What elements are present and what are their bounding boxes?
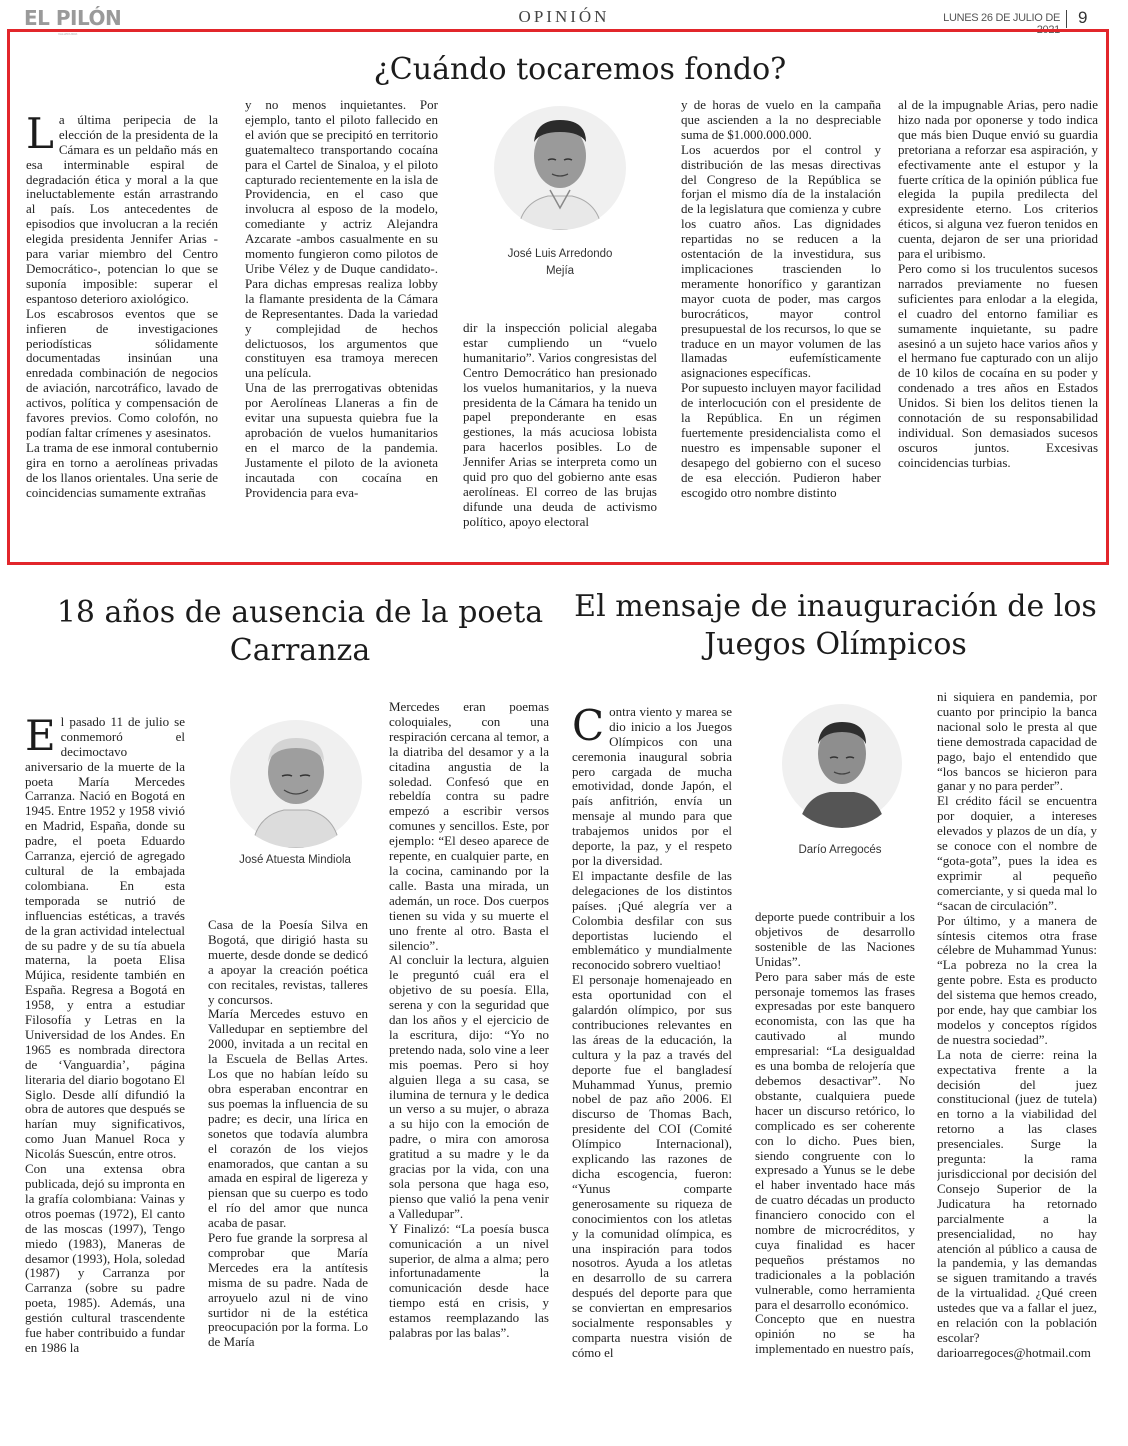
page-number: 9 bbox=[1078, 8, 1088, 27]
drop-cap: C bbox=[572, 700, 605, 750]
author-name-2: José Atuesta Mindiola bbox=[239, 854, 351, 866]
article-1-column-4: y de horas de vuelo en la campaña que ascienden a la no despreciable suma de $1.000.000.000. Los acuerdos por el control y distribución de las mesas directivas del Congreso de la República se forjan el mismo día de la instalación de la legislatura que comienza y cubre los cuatro años. Las dignidades repartidas no se reducen a la ostentación de la investidura, sus implicaciones trascienden lo meramente honorífico y garantizan mayor cuota de poder, mas cargos burocráticos, mayor control presupuestal de los recursos, lo que se traduce en un mayor volumen de las llamadas eufemísticamente asignaciones específicas. Por supuesto incluyen mayor facilidad de interlocución con el presidente de la República. En un régimen fuertemente presidencialista como el nuestro es impensable suponer el desapego del gobierno con el suceso de esa elección. Pudieron haber escogido otro nombre distinto bbox=[681, 98, 881, 500]
author-photo-2 bbox=[226, 716, 366, 848]
masthead bbox=[0, 0, 1128, 36]
article-title-1: ¿Cuándo tocaremos fondo? bbox=[373, 52, 787, 87]
article-1-column-5: al de la impugnable Arias, pero nadie hizo nada por oponerse y todo indica que más bien Duque envió su guardia pretoriana a reforzar esa aspiración, y efectivamente ante el estupor y la fuerte crítica de la opinión pública fue elegida la pupila predilecta del expresidente eterno. Los criterios éticos, si alguna vez fueron tenidos en cuenta, dejaron de ser una prioridad para el uribismo. Pero como si los truculentos sucesos narrados previamente no fuesen suficientes para enlodar a la elegida, el cuadro del entorno familiar es sumamente inquietante, su padre asesinó a un sujeto hace varios años y el hermano fue capturado con un alijo de 10 kilos de cocaína en su poder y condenado a tres años en Estados Unidos. Si bien los delitos tienen la connotación de su responsabilidad individual. Son demasiados sucesos oscuros juntos. Excesivas coincidencias turbias. bbox=[898, 98, 1098, 470]
article-3-column-3: ni siquiera en pandemia, por cuanto por principio la banca nacional solo le presta al que tiene demostrada capacidad de pago, bajo el entendido que “los bancos se hicieron para ganar y no para perder”. El crédito fácil se encuentra por doquier, a intereses elevados y plazos de un día, y se conoce con el nombre de “gota-gota”, pues la idea es exprimir al pequeño comerciante, y si queda mal lo “sacan de circulación”. Por último, y a manera de síntesis citemos otra frase célebre de Muhammad Yunus: “La pobreza no la crea la gente pobre. Esta es producto del sistema que hemos creado, por ende, hay que cambiar los modelos y conceptos rígidos de nuestra sociedad”. La nota de cierre: reina la expectativa frente a la decisión del juez constitucional (juez de tutela) en torno a la viabilidad del retorno a las clases presenciales. Surge la pregunta: la rama jurisdiccional por decisión del Consejo Superior de la Judicatura ha retornado parcialmente a la presencialidad, no hay atención al público a causa de la pandemia, y las demandas se siguen tramitando a través de la virtualidad. ¿Qué creen ustedes que va a fallar el juez, en relación con la población escolar? darioarregoces@hotmail.com bbox=[937, 690, 1097, 1360]
author-photo-3 bbox=[778, 700, 906, 828]
logo-subtitle: VALLEDUPAR bbox=[58, 32, 78, 36]
author-portrait-icon bbox=[490, 98, 630, 230]
header-divider bbox=[1066, 10, 1067, 28]
newspaper-logo: EL PILÓN bbox=[24, 6, 122, 30]
drop-cap: E bbox=[25, 710, 56, 760]
article-title-3: El mensaje de inauguración de los Juegos Olímpicos bbox=[574, 589, 1097, 662]
author-portrait-icon bbox=[778, 700, 906, 828]
author-name-3: Darío Arregocés bbox=[798, 844, 882, 856]
date-line: LUNES 26 DE JULIO DE 2021 bbox=[943, 12, 1060, 36]
article-2-column-2: Casa de la Poesía Silva en Bogotá, que dirigió hasta su muerte, desde donde se dedicó a apoyar la creación poética con recitales, revistas, talleres y concursos. María Mercedes estuvo en Valledupar en septiembre del 2000, invitada a un recital en la Escuela de Bellas Artes. Los que no habían leído su obra esperaban encontrar en sus poemas la influencia de su padre; es decir, una lírica en sonetos que todavía alumbra el corazón de los viejos enamorados, que cantan a su amada en espiral de ligereza y piensan que su cuerpo es todo el río del amor que nunca acaba de pasar. Pero fue grande la sorpresa al comprobar que María Mercedes era la antítesis misma de su padre. Nada de arroyuelo azul ni de vino surtidor ni de la estética preocupación por la forma. Lo de María bbox=[208, 918, 368, 1350]
article-1-column-2: y no menos inquietantes. Por ejemplo, tanto el piloto fallecido en el avión que se precipitó en territorio guatemalteco transportando cocaína para el Cartel de Sinaloa, y el piloto capturado recientemente en la isla de Providencia, en el caso que involucra al esposo de la modelo, comediante y actriz Alejandra Azcarate -ambos casualmente en su momento fungieron como pilotos de Uribe Vélez y de Duque candidato-. Para dichas empresas realiza lobby la flamante presidenta de la Cámara de Representantes. Dada la variedad y complejidad de hechos delictuosos, los argumentos que constituyen esa tramoya merecen una película. Una de las prerrogativas obtenidas por Aerolíneas Llaneras a fin de evitar una supuesta quiebra fue la aprobación de vuelos humanitarios en el marco de la pandemia. Justamente el piloto de la avioneta incautada con cocaína en Providencia para eva- bbox=[245, 98, 438, 500]
author-portrait-icon bbox=[226, 716, 366, 848]
article-title-2: 18 años de ausencia de la poeta Carranza bbox=[56, 595, 544, 668]
drop-cap: L bbox=[26, 108, 54, 158]
article-2-column-3: Mercedes eran poemas coloquiales, con una respiración cercana al temor, a la diatriba del desamor y a la citadina angustia de la soledad. Confesó que en rebeldía contra su padre empezó a escribir versos comunes y sencillos. Este, por ejemplo: “El deseo aparece de repente, en cualquier parte, en la cocina, caminando por la calle. Basta una mirada, un ademán, un roce. Dos cuerpos tienen su vida y su muerte el uno frente al otro. Basta el silencio”. Al concluir la lectura, alguien le preguntó cuál era el objetivo de su poesía. Ella, serena y con la seguridad que dan los años y el ejercicio de la escritura, dijo: “Yo no pretendo nada, solo vine a leer mis poemas. Pero si hoy alguien llega a su casa, se ilumina de ternura y le dedica un verso a su mujer, o abraza a su hijo con la emoción de padre, o mira con amorosa gratitud a su madre y le da gracias por la vida, con una sola persona que haga eso, pienso que valió la pena venir a Valledupar”. Y Finalizó: “La poesía busca comunicación a un nivel superior, de alma a alma; pero infortunadamente la comunicación desde hace tiempo está en crisis, y estamos reemplazando las palabras por las balas”. bbox=[389, 700, 549, 1341]
author-photo-1 bbox=[490, 98, 630, 230]
article-2-column-1: El pasado 11 de julio se conmemoró el decimoctavo aniversario de la muerte de la poeta María Mercedes Carranza. Nació en Bogotá en 1945. Entre 1952 y 1958 vivió en Madrid, España, donde su padre, el poeta Eduardo Carranza, ejerció de agregado cultural de la embajada colombiana. En esta temporada se nutrió de influencias estéticas, a través de la gran actividad intelectual de su padre y de su tía abuela materna, la poeta Elisa Mújica, residente también en España. Regresa a Bogotá en 1958, y entra a estudiar Filosofía y Letras en la Universidad de los Andes. En 1965 es nombrada directora de ‘Vanguardia’, página literaria del diario bogotano El Siglo. Desde allí difundió la obra de autores que después se harían muy significativos, como Juan Manuel Roca y Nicolás Suescún, entre otros. Con una extensa obra publicada, dejó su impronta en la grafía colombiana: Vainas y otros poemas (1972), El canto de las moscas (1997), Tengo miedo (1983), Maneras de desamor (1993), Hola, soledad (1987) y Carranza por Carranza (sobre su padre poeta, 1985). Además, una gestión cultural trascendente fue haber contribuido a fundar en 1986 la bbox=[25, 710, 185, 1355]
article-1-column-1: La última peripecia de la elección de la presidenta de la Cámara es un peldaño más en esa interminable espiral de degradación ética y moral a la que ineluctablemente están arrastrando al país. Los antecedentes de episodios que involucran a la recién elegida presidenta Jennifer Arias -para variar miembro del Centro Democrático-, potencian lo que se suponía imposible: superar el espantoso deterioro axiológico. Los escabrosos eventos que se infieren de investigaciones periodísticas sólidamente documentadas insinúan una enredada combinación de negocios de aviación, narcotráfico, lavado de activos, política y compensación de favores previos. Como colofón, no podían faltar crímenes y asesinatos. La trama de ese inmoral contubernio gira en torno a aerolíneas privadas de los llanos orientales. Una serie de coincidencias sumamente extrañas bbox=[26, 108, 218, 500]
article-3-column-1: Contra viento y marea se dio inicio a los Juegos Olímpicos con una ceremonia inaugural sobria pero cargada de mucha emotividad, donde Japón, el país anfitrión, envía un mensaje al mundo para que trabajemos unidos por el deporte, la paz, y el respeto por la diversidad. El impactante desfile de las delegaciones de los distintos países. ¡Qué alegría ver a Colombia desfilar con sus deportistas luciendo el emblemático y mundialmente reconocido sobrero vueltiao! El personaje homenajeado en esta oportunidad con el galardón olímpico, por sus contribuciones relevantes en las áreas de la educación, la cultura y la paz a través del deporte fue el bangladesí Muhammad Yunus, premio nobel de paz año 2006. El discurso de Thomas Bach, presidente del COI (Comité Olímpico Internacional), explicando las razones de dicha escogencia, fueron: “Yunus comparte generosamente su riqueza de conocimientos con los atletas y la comunidad olímpica, es una inspiración para todos nosotros. Ayuda a los atletas en desarrollo de su carrera después del deporte para que se conviertan en empresarios socialmente responsables y comparta nuestra visión de cómo el bbox=[572, 700, 732, 1360]
section-name: OPINIÓN bbox=[518, 7, 610, 26]
author-name-1: José Luis Arredondo Mejía bbox=[507, 248, 613, 277]
article-1-column-3: dir la inspección policial alegaba estar cumpliendo un “vuelo humanitario”. Varios congresistas del Centro Democrático han presionado los vuelos humanitarios, y la nueva presidenta de la Cámara ha tenido un papel preponderante en esas gestiones, la más acuciosa lobista para hacerlos posibles. Lo de Jennifer Arias se interpreta como un quid pro quo del gobierno ante esas aerolíneas. El correo de las brujas difunde una deuda de activismo político, apoyo electoral bbox=[463, 321, 657, 529]
article-3-column-2: deporte puede contribuir a los objetivos de desarrollo sostenible de las Naciones Unidas”. Pero para saber más de este personaje tomemos las frases expresadas por este banquero economista, con las que ha cautivado al mundo empresarial: “La desigualdad es una bomba de relojería que debemos desactivar”. No obstante, cualquiera puede hacer un discurso retórico, lo complicado es ser coherente con lo dicho. Pues bien, siendo congruente con lo expresado a Yunus se le debe el haber inventado hace más de cuatro décadas un producto financiero conocido con el nombre de microcréditos, y cuya finalidad es hacer pequeños préstamos no tradicionales a la población vulnerable, como herramienta para el desarrollo económico. Concepto que en nuestra opinión no se ha implementado en nuestro país, bbox=[755, 910, 915, 1357]
